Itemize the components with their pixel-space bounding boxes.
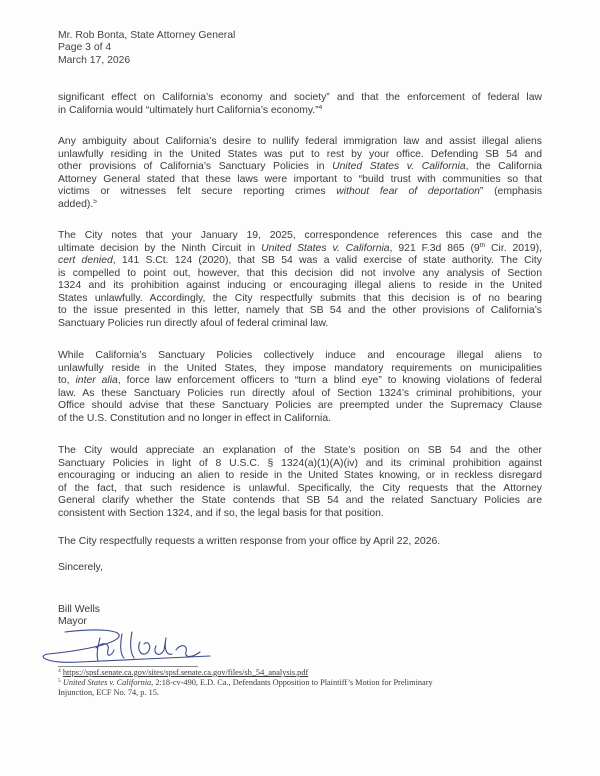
- paragraph-6: [58, 536, 542, 549]
- text-line: The City respectfully requests a written response from your office by April 22, 2026.: [58, 536, 441, 547]
- paragraph-5: [58, 445, 542, 520]
- footnote-ref[interactable]: 4: [318, 104, 323, 111]
- text-line: While California’s Sanctuary Policies collectively induce and encourage illegal aliens to: [58, 350, 542, 361]
- recipient-line: Mr. Rob Bonta, State Attorney General: [58, 30, 236, 41]
- cert-denied: cert denied: [58, 255, 113, 266]
- signer-name: Bill Wells: [58, 604, 100, 615]
- latin-phrase: inter alia: [75, 375, 118, 386]
- letter-date: March 17, 2026: [58, 54, 131, 66]
- text-line: of the U.S. Constitution and no longer in effect in California.: [58, 412, 332, 424]
- text-line: Sanctuary Policies run directly afoul of federal criminal law.: [58, 317, 329, 329]
- letter-header: [58, 30, 235, 67]
- closing-text: Sincerely,: [58, 562, 103, 573]
- text-line: to, inter alia, force law enforcement officers to “turn a blind eye” to knowing violations of federal: [58, 375, 542, 386]
- footnote-link[interactable]: https://spsf.senate.ca.gov/sites/spsf.senate.ca.gov/files/sb_54_analysis.pdf: [62, 668, 309, 677]
- handwritten-signature: [40, 628, 220, 668]
- paragraph-1: [58, 92, 542, 117]
- text-line: The City notes that your January 19, 2025, correspondence references this case and the: [58, 230, 542, 241]
- text-line: law. As these Sanctuary Policies run directly afoul of Section 1324’s criminal prohibitions, your: [58, 387, 542, 399]
- text-line: to the issue presented in this letter, namely that SB 54 and the other provisions of California’s: [58, 305, 542, 316]
- paragraph-4: [58, 350, 542, 425]
- text-line: Sanctuary Policies in light of 8 U.S.C. § 1324(a)(1)(A)(iv) and its criminal prohibition against: [58, 457, 542, 469]
- text-line: The City would appreciate an explanation of the State’s position on SB 54 and the other: [58, 445, 542, 456]
- footnotes: [58, 668, 558, 699]
- text-line: significant effect on California’s economy and society” and that the enforcement of federal law: [58, 92, 542, 103]
- footnote-ref[interactable]: 5: [93, 198, 97, 205]
- case-name: United States v. California: [332, 161, 466, 172]
- closing: [58, 562, 542, 575]
- text-line: is compelled to point out, however, that this decision did not involve any analysis of Section: [58, 267, 542, 279]
- case-name: United States v. California: [261, 242, 390, 254]
- text-line: Any ambiguity about California’s desire to nullify federal immigration law and assist illegal aliens: [58, 136, 542, 147]
- text-line: consistent with Section 1324, and if so, the legal basis for that position.: [58, 507, 384, 519]
- text-line: Attorney General stated that these laws were important to “build trust with communities so that: [58, 173, 542, 185]
- signature-block: [58, 604, 100, 629]
- text-line: 1324 and its prohibition against inducing or encouraging illegal aliens to reside in the United: [58, 280, 542, 291]
- emphasis-text: without fear of deportation: [336, 186, 480, 197]
- text-line: ultimate decision by the Ninth Circuit in United States v. California, 921 F.3d 865 (9th Cir. 2019),: [58, 242, 542, 254]
- text-line: encouraging or inducing an alien to reside in the United States knowing, or in reckless disregard: [58, 470, 542, 481]
- text-line: added).$^5$: [58, 198, 97, 210]
- text-line: unlawfully residing in the United States was put to rest by your office. Defending SB 54 and: [58, 148, 542, 160]
- footnote-divider: [58, 666, 198, 667]
- text-line: Office should advise that these Sanctuary Policies are preempted under the Supremacy Clause: [58, 400, 542, 411]
- text-line: General clarify whether the State contends that SB 54 and the related Sanctuary Policies are: [58, 495, 542, 506]
- text-line: unlawfully reside in the United States, they impose mandatory requirements on municipalities: [58, 362, 542, 374]
- footnote-5-continued: Injunction, ECF No. 74, p. 15.: [58, 688, 159, 698]
- text-line: victims or witnesses felt secure reporting crimes without fear of deportation” (emphasis: [58, 186, 542, 197]
- text-line: States unlawfully. Accordingly, the City respectfully submits that this decision is of no bearing: [58, 292, 542, 304]
- signer-title: Mayor: [58, 616, 87, 628]
- page-number: Page 3 of 4: [58, 42, 112, 54]
- paragraph-3: [58, 230, 542, 330]
- footnote-5: $^5$ United States v. California, 2:18-cv-490, E.D. Ca., Defendants Opposition to Plaintiff’s Motion for Preliminary: [58, 678, 433, 688]
- text-line: other provisions of California’s Sanctuary Policies in United States v. California, the California: [58, 161, 542, 172]
- text-line: of the fact, that such residence is unlawful. Specifically, the City requests that the Attorney: [58, 482, 542, 494]
- text-line: cert denied, 141 S.Ct. 124 (2020), that SB 54 was a valid exercise of state authority. The City: [58, 255, 542, 266]
- paragraph-2: [58, 136, 542, 211]
- text-line: in California would “ultimately hurt California’s economy.”$^4$: [58, 104, 323, 116]
- footnote-4: $^4$ https://spsf.senate.ca.gov/sites/spsf.senate.ca.gov/files/sb_54_analysis.pdf: [58, 668, 309, 677]
